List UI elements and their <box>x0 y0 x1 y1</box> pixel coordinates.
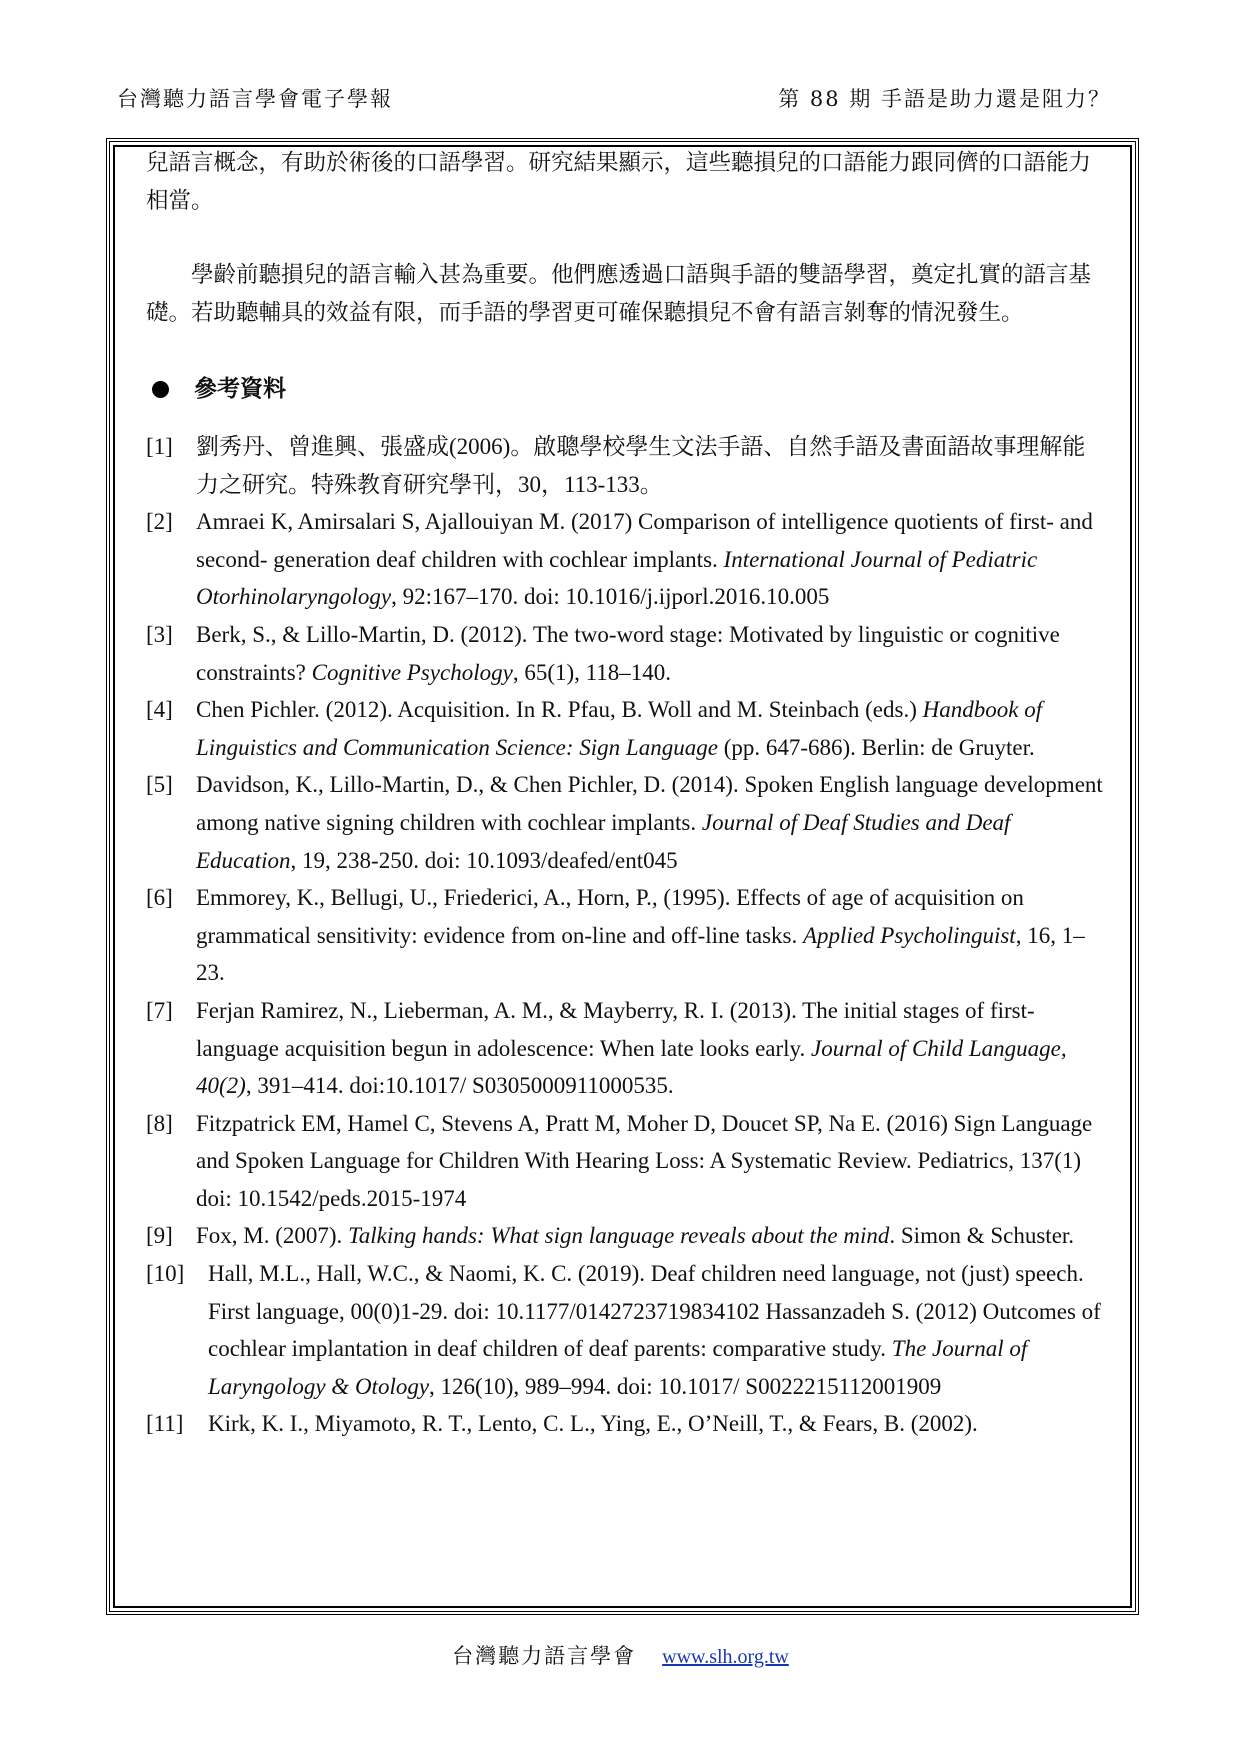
references-heading-label: 參考資料 <box>194 375 286 403</box>
reference-number: [4] <box>146 697 173 723</box>
reference-text: Chen Pichler. (2012). Acquisition. In R. Pfau, B. Woll and M. Steinbach (eds.) Handbook of Linguistics and Communication Science: Sign Language (pp. 647-686). Berlin: de Gruyter. <box>196 697 1043 760</box>
reference-number: [5] <box>146 772 173 798</box>
reference-text: Fox, M. (2007). Talking hands: What sign language reveals about the mind. Simon & Schuster. <box>196 1223 1075 1249</box>
reference-text: Berk, S., & Lillo-Martin, D. (2012). The two-word stage: Motivated by linguistic or cognitive constraints? Cognitive Psychology, 65(1), 118–140. <box>196 621 1060 685</box>
body-paragraph-2: 學齡前聽損兒的語言輸入甚為重要。他們應透過口語與手語的雙語學習，奠定扎實的語言基礎。若助聽輔具的效益有限，而手語的學習更可確保聽損兒不會有語言剝奪的情況發生。 <box>146 262 1092 326</box>
body-paragraph-1: 兒語言概念，有助於術後的口語學習。研究結果顯示，這些聽損兒的口語能力跟同儕的口語能力相當。 <box>146 150 1092 214</box>
reference-text: 劉秀丹、曾進興、張盛成(2006)。啟聰學校學生文法手語、自然手語及書面語故事理解能力之研究。特殊教育研究學刊，30，113-133。 <box>196 434 1086 497</box>
reference-text: Hall, M.L., Hall, W.C., & Naomi, K. C. (2019). Deaf children need language, not (just) speech. First language, 00(0)1-29. doi: 10.1177/0142723719834102 Hassanzadeh S. (2012) Outcomes of cochlear implantation in deaf children of deaf parents: comparative study. The Journal of Laryngology & Otology, 126(10), 989–994. doi: 10.1017/ S0022215112001909 <box>208 1261 1101 1399</box>
footer-website-link[interactable]: www.slh.org.tw <box>662 1646 789 1668</box>
reference-number: [2] <box>146 509 173 535</box>
reference-number: [10] <box>146 1261 185 1287</box>
reference-item <box>146 1217 1106 1255</box>
references-heading <box>146 370 1106 408</box>
reference-item <box>146 503 1106 616</box>
reference-text: Kirk, K. I., Miyamoto, R. T., Lento, C. L., Ying, E., O’Neill, T., & Fears, B. (2002). <box>208 1411 978 1437</box>
bullet-icon <box>152 381 169 398</box>
reference-item <box>146 1255 1106 1405</box>
reference-number: [9] <box>146 1223 173 1249</box>
reference-text: Emmorey, K., Bellugi, U., Friederici, A., Horn, P., (1995). Effects of age of acquisition on grammatical sensitivity: evidence from on-line and off-line tasks. Applied Psycholinguist, 16, 1–23. <box>196 885 1085 986</box>
reference-number: [6] <box>146 885 173 911</box>
reference-item <box>146 766 1106 879</box>
reference-item <box>146 992 1106 1105</box>
reference-number: [3] <box>146 621 173 647</box>
reference-item <box>146 428 1106 503</box>
reference-item <box>146 616 1106 691</box>
footer-org: 台灣聽力語言學會 <box>452 1644 637 1668</box>
reference-item <box>146 1105 1106 1218</box>
reference-number: [7] <box>146 997 173 1023</box>
page-footer <box>0 1640 1241 1670</box>
journal-title: 台灣聽力語言學會電子學報 <box>117 87 393 111</box>
reference-item <box>146 1405 1106 1443</box>
reference-number: [8] <box>146 1110 173 1136</box>
reference-text: Amraei K, Amirsalari S, Ajallouiyan M. (2017) Comparison of intelligence quotients of first- and second- generation deaf children with cochlear implants. International Journal of Pediatric Otorhinolaryngology, 92:167–170. doi: 10.1016/j.ijporl.2016.10.005 <box>196 509 1093 610</box>
reference-text: Fitzpatrick EM, Hamel C, Stevens A, Pratt M, Moher D, Doucet SP, Na E. (2016) Sign Language and Spoken Language for Children With Hearing Loss: A Systematic Review. Pediatrics, 137(1) doi: 10.1542/peds.2015-1974 <box>196 1110 1093 1211</box>
reference-number: [11] <box>146 1411 184 1437</box>
reference-list <box>146 428 1106 1443</box>
reference-item <box>146 691 1106 766</box>
issue-title: 第 88 期 手語是助力還是阻力？ <box>778 87 1111 111</box>
reference-item <box>146 879 1106 992</box>
reference-text: Davidson, K., Lillo-Martin, D., & Chen Pichler, D. (2014). Spoken English language development among native signing children with cochlear implants. Journal of Deaf Studies and Deaf Education, 19, 238-250. doi: 10.1093/deafed/ent045 <box>196 772 1103 873</box>
reference-number: [1] <box>146 434 173 459</box>
reference-text: Ferjan Ramirez, N., Lieberman, A. M., & Mayberry, R. I. (2013). The initial stages of first-language acquisition begun in adolescence: When late looks early. Journal of Child Language, 40(2), 391–414. doi:10.1017/ S0305000911000535. <box>196 997 1067 1099</box>
page-content <box>146 145 1106 1443</box>
